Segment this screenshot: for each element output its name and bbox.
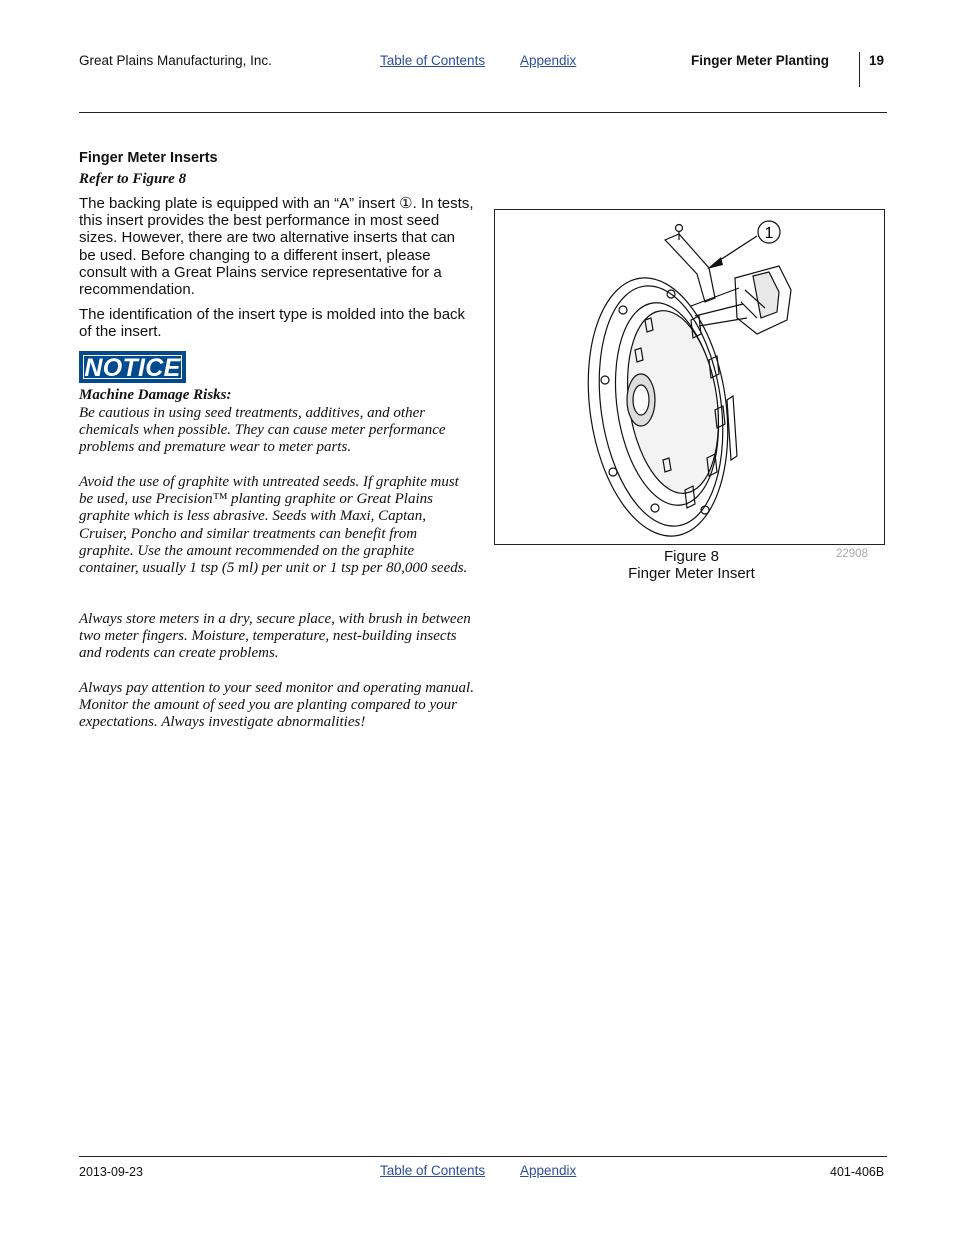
notice-paragraph-2: Avoid the use of graphite with untreated seeds. If graphite must be used, use Precision™ planting graphite or Great Plains graphite which is less abrasive. Seeds with Maxi, Captan, Cruiser, Poncho and similar treatments can benefit from graphite. Use the amount recommended on the graphite container, usually 1 tsp (5 ml) per unit or 1 tsp per 80,000 seeds. [79, 474, 468, 577]
header-toc-link[interactable]: Table of Contents [380, 53, 486, 68]
section-heading: Finger Meter Inserts [79, 150, 218, 166]
header-appendix-link[interactable]: Appendix [520, 53, 577, 68]
notice-title: Machine Damage Risks: [79, 387, 232, 403]
callout-number: 1 [764, 225, 774, 242]
notice-paragraph-3: Always store meters in a dry, secure place, with brush in between two meter fingers. Moisture, temperature, nest-building insects and rodents can create problems. [79, 611, 471, 662]
notice-paragraph-1: Be cautious in using seed treatments, additives, and other chemicals when possible. They can cause meter performance problems and premature wear to meter parts. [79, 405, 446, 456]
company-name: Great Plains Manufacturing, Inc. [79, 53, 272, 68]
figure-reference: Refer to Figure 8 [79, 171, 187, 187]
header-divider [859, 52, 860, 87]
figure-frame [494, 209, 885, 545]
footer-appendix-link[interactable]: Appendix [520, 1163, 577, 1178]
header-rule [79, 112, 887, 113]
callout-leader-line [717, 236, 757, 262]
callout-arrowhead [707, 257, 723, 269]
figure-caption: Finger Meter Insert [628, 565, 755, 582]
body-paragraph-2: The identification of the insert type is molded into the back of the insert. [79, 306, 466, 341]
page-number: 19 [869, 53, 885, 68]
footer-toc-link[interactable]: Table of Contents [380, 1163, 486, 1178]
notice-badge [79, 351, 186, 383]
notice-paragraph-4: Always pay attention to your seed monitor and operating manual. Monitor the amount of seed you are planting compared to your expectations. Always investigate abnormalities! [79, 680, 474, 731]
image-number: 22908 [836, 548, 868, 560]
figure-label: Figure 8 [663, 548, 720, 565]
footer-rule [79, 1156, 887, 1157]
footer-date: 2013-09-23 [79, 1165, 143, 1179]
section-title: Finger Meter Planting [691, 53, 830, 68]
notice-badge-text: NOTICE [84, 354, 181, 382]
finger-meter-illustration [495, 210, 884, 544]
footer-doc-number: 401-406B [830, 1165, 885, 1179]
body-paragraph-1: The backing plate is equipped with an “A” insert ①. In tests, this insert provides the best performance in most seed sizes. However, there are two alternative inserts that can be used. Before changing to a different insert, please consult with a Great Plains service representative for a recommendation. [79, 195, 474, 299]
